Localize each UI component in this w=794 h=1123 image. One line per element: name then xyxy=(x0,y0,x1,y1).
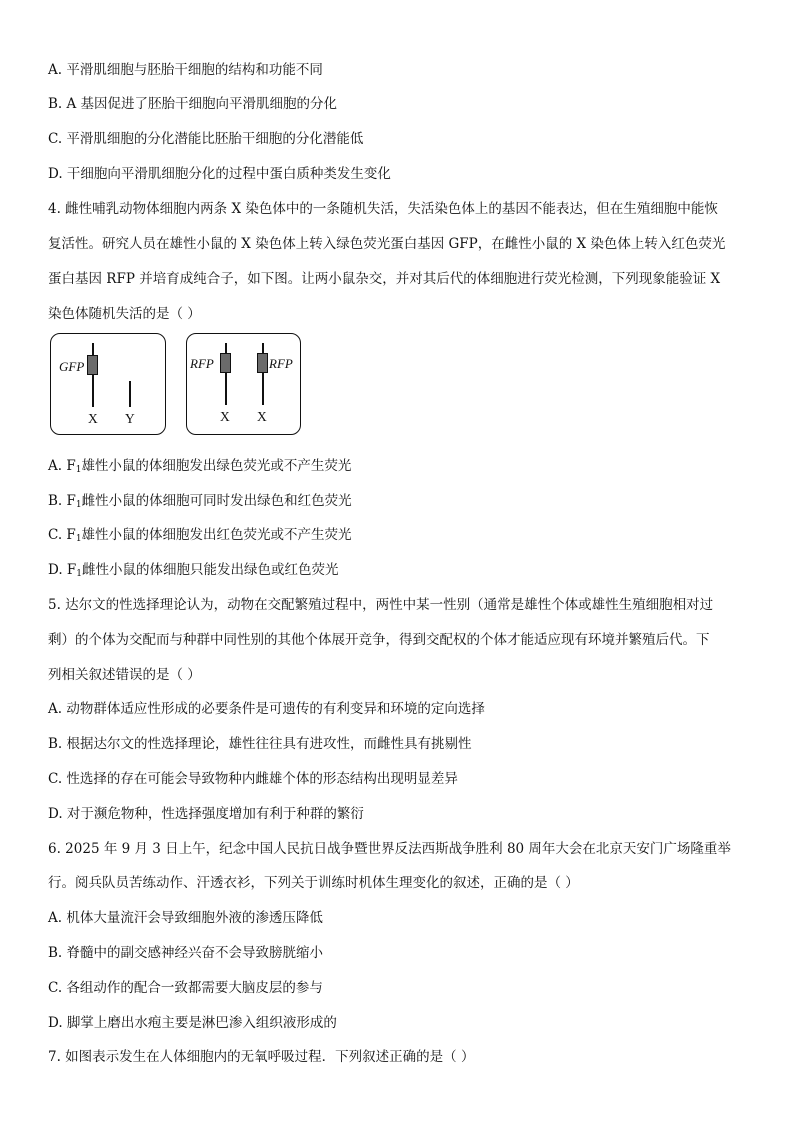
q5-option-a: A. 动物群体适应性形成的必要条件是可遗传的有利变异和环境的定向选择 xyxy=(48,701,485,717)
q4-stem-line-2: 复活性。研究人员在雄性小鼠的 X 染色体上转入绿色荧光蛋白基因 GFP，在雌性小鼠的 X 染色体上转入红色荧光 xyxy=(48,236,726,252)
chromosome-diagram xyxy=(50,333,305,438)
q5-stem-line-1: 5. 达尔文的性选择理论认为，动物在交配繁殖过程中，两性中某一性别（通常是雄性个体或雄性生殖细胞相对过 xyxy=(48,597,714,613)
male-x-chromosome xyxy=(92,343,94,407)
q7-stem: 7. 如图表示发生在人体细胞内的无氧呼吸过程．下列叙述正确的是（ ） xyxy=(48,1049,475,1065)
rfp-gene-marker-right xyxy=(257,353,268,373)
q4-option-c: C. $F_1$雄性小鼠的体细胞发出红色荧光或不产生荧光 xyxy=(48,527,352,544)
female-x-label-left: X xyxy=(220,409,230,424)
q3-option-a: A. 平滑肌细胞与胚胎干细胞的结构和功能不同 xyxy=(48,62,323,78)
q3-option-b: B. A 基因促进了胚胎干细胞向平滑肌细胞的分化 xyxy=(48,96,338,112)
rfp-gene-marker-left xyxy=(220,353,231,373)
q5-stem-line-3: 列相关叙述错误的是（ ） xyxy=(48,667,201,683)
female-chromosome-box xyxy=(186,333,301,435)
q6-option-d: D. 脚掌上磨出水疱主要是淋巴渗入组织液形成的 xyxy=(48,1015,337,1031)
female-x-label-right: X xyxy=(257,409,267,424)
q4-option-d: D. $F_1$雌性小鼠的体细胞只能发出绿色或红色荧光 xyxy=(48,562,339,579)
q4-option-b: B. $F_1$雌性小鼠的体细胞可同时发出绿色和红色荧光 xyxy=(48,493,352,510)
q3-option-c: C. 平滑肌细胞的分化潜能比胚胎干细胞的分化潜能低 xyxy=(48,131,364,147)
q6-stem-line-1: 6. 2025 年 9 月 3 日上午，纪念中国人民抗日战争暨世界反法西斯战争胜利 80 周年大会在北京天安门广场隆重举 xyxy=(48,841,731,857)
q6-option-b: B. 脊髓中的副交感神经兴奋不会导致膀胱缩小 xyxy=(48,945,324,961)
gfp-label: GFP xyxy=(59,359,85,374)
male-y-label: Y xyxy=(125,411,135,426)
q6-option-c: C. 各组动作的配合一致都需要大脑皮层的参与 xyxy=(48,980,323,996)
q4-stem-line-4: 染色体随机失活的是（ ） xyxy=(48,306,201,322)
q4-stem-line-1: 4. 雌性哺乳动物体细胞内两条 X 染色体中的一条随机失活，失活染色体上的基因不能表达，但在生殖细胞中能恢 xyxy=(48,201,718,217)
q4-option-a: A. $F_1$雄性小鼠的体细胞发出绿色荧光或不产生荧光 xyxy=(48,458,352,475)
q5-option-c: C. 性选择的存在可能会导致物种内雌雄个体的形态结构出现明显差异 xyxy=(48,771,458,787)
q5-stem-line-2: 剩）的个体为交配而与种群中同性别的其他个体展开竞争，得到交配权的个体才能适应现有环境并繁殖后代。下 xyxy=(48,632,710,648)
male-y-chromosome xyxy=(129,381,131,407)
male-chromosome-box xyxy=(50,333,166,435)
q5-option-b: B. 根据达尔文的性选择理论，雄性往往具有进攻性，而雌性具有挑剔性 xyxy=(48,736,472,752)
rfp-label-left: RFP xyxy=(190,356,214,371)
rfp-label-right: RFP xyxy=(269,356,293,371)
q6-option-a: A. 机体大量流汗会导致细胞外液的渗透压降低 xyxy=(48,910,323,926)
q4-stem-line-3: 蛋白基因 RFP 并培育成纯合子，如下图。让两小鼠杂交，并对其后代的体细胞进行荧光检测，下列现象能验证 X xyxy=(48,271,721,287)
q5-option-d: D. 对于濒危物种，性选择强度增加有利于种群的繁衍 xyxy=(48,806,364,822)
gfp-gene-marker xyxy=(87,355,98,375)
q3-option-d: D. 干细胞向平滑肌细胞分化的过程中蛋白质种类发生变化 xyxy=(48,166,391,182)
q6-stem-line-2: 行。阅兵队员苦练动作、汗透衣衫，下列关于训练时机体生理变化的叙述，正确的是（ ） xyxy=(48,875,579,891)
male-x-label: X xyxy=(88,411,98,426)
